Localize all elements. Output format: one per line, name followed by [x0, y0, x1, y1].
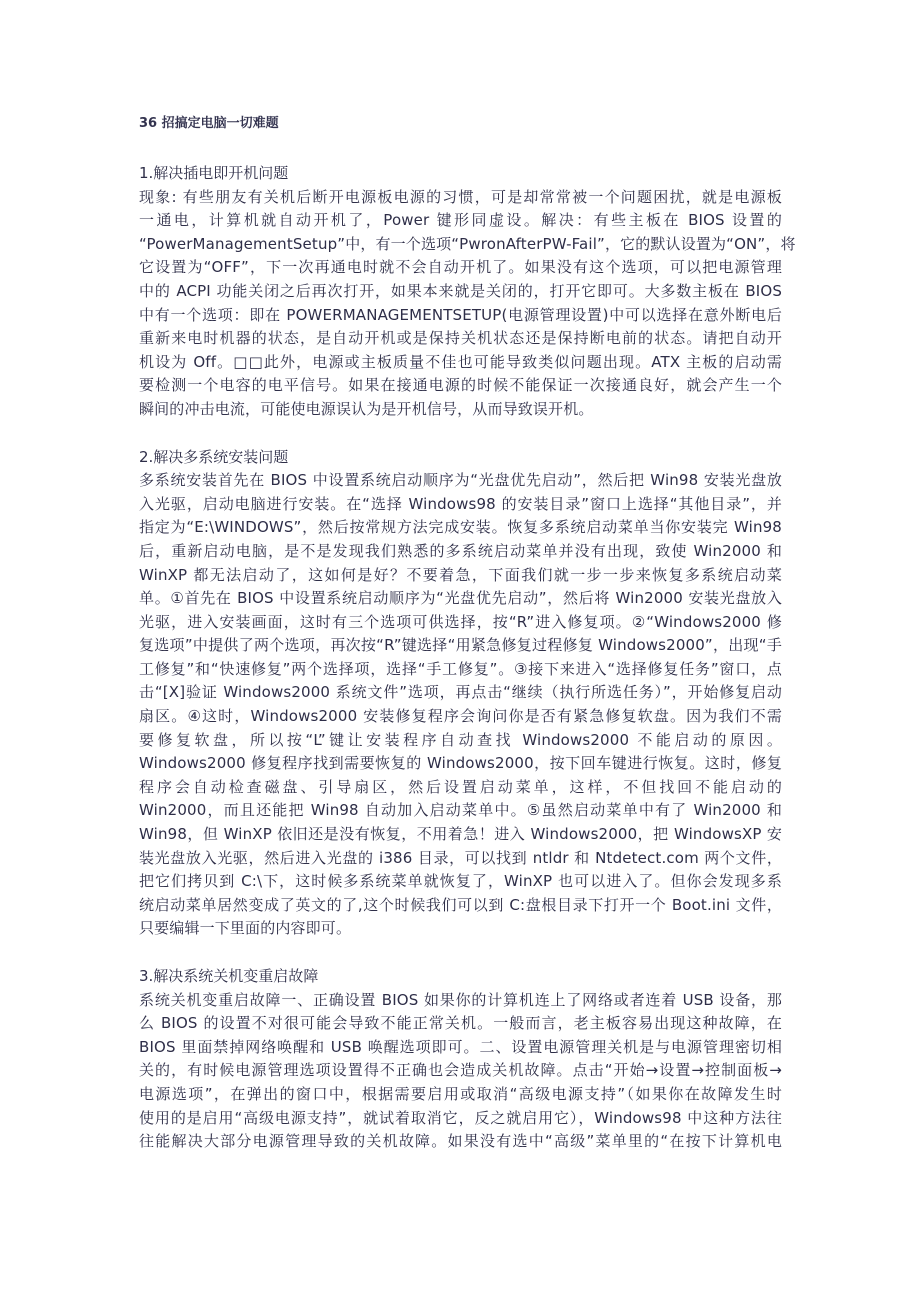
paragraph-line: 后，重新启动电脑，是不是发现我们熟悉的多系统启动菜单并没有出现，致使 Win2000 和	[139, 541, 782, 560]
section-body	[139, 186, 796, 422]
paragraph-line: Win98，但 WinXP 依旧还是没有恢复，不用着急！进入 Windows2000，把 WindowsXP 安	[139, 825, 782, 844]
document-title: 36 招搞定电脑一切难题	[139, 116, 279, 131]
section-body	[139, 469, 789, 941]
paragraph-line: 重新来电时机器的状态，是自动开机或是保持关机状态还是保持断电前的状态。请把自动开	[139, 329, 782, 348]
paragraph-line: 要检测一个电容的电平信号。如果在接通电源的时候不能保证一次接通良好，就会产生一个	[139, 376, 782, 395]
paragraph-line: Windows2000 修复程序找到需要恢复的 Windows2000，按下回车键进行恢复。这时，修复	[139, 754, 782, 773]
paragraph-line: 么 BIOS 的设置不对很可能会导致不能正常关机。一般而言，老主板容易出现这种故障，在	[139, 1014, 782, 1033]
paragraph-line: 往能解决大部分电源管理导致的关机故障。如果没有选中“高级”菜单里的“在按下计算机电	[139, 1132, 782, 1151]
paragraph-line: 光驱，进入安装画面，这时有三个选项可供选择，按“R”进入修复项。②“Windows2000 修	[139, 612, 782, 631]
section-2	[139, 446, 789, 941]
paragraph-line: 系统关机变重启故障一、正确设置 BIOS 如果你的计算机连上了网络或者连着 USB 设备，那	[139, 990, 782, 1009]
paragraph-line: 要修复软盘，所以按“L”键让安装程序自动查找 Windows2000 不能启动的原因。	[139, 730, 782, 749]
paragraph-line: 关的，有时候电源管理选项设置得不正确也会造成关机故障。点击“开始→设置→控制面板→	[139, 1061, 782, 1080]
paragraph-line: “PowerManagementSetup”中，有一个选项“PwronAfterPW-Fail”，它的默认设置为“ON”，将	[139, 234, 796, 253]
paragraph-line: 入光驱，启动电脑进行安装。在“选择 Windows98 的安装目录”窗口上选择“其他目录”，并	[139, 494, 782, 513]
paragraph-line: 单。①首先在 BIOS 中设置系统启动顺序为“光盘优先启动”，然后将 Win2000 安装光盘放入	[139, 589, 782, 608]
paragraph-line: 把它们拷贝到 C:\下，这时候多系统菜单就恢复了，WinXP 也可以进入了。但你会发现多系	[139, 872, 782, 891]
paragraph-line: 它设置为“OFF”，下一次再通电时就不会自动开机了。如果没有这个选项，可以把电源管理	[139, 258, 782, 277]
paragraph-line: 扇区。④这时，Windows2000 安装修复程序会询问你是否有紧急修复软盘。因为我们不需	[139, 707, 782, 726]
section-heading: 3.解决系统关机变重启故障	[139, 967, 319, 985]
paragraph-line: 现象: 有些朋友有关机后断开电源板电源的习惯，可是却常常被一个问题困扰，就是电源板	[139, 187, 782, 206]
paragraph-line: 多系统安装首先在 BIOS 中设置系统启动顺序为“光盘优先启动”，然后把 Win98 安装光盘放	[139, 471, 782, 490]
section-1	[139, 162, 796, 422]
paragraph-line: 中的 ACPI 功能关闭之后再次打开，如果本来就是关闭的，打开它即可。大多数主板在 BIOS	[139, 281, 782, 300]
paragraph-line: 一通电，计算机就自动开机了，Power 键形同虚设。解决：有些主板在 BIOS 设置的	[139, 211, 782, 230]
section-3	[139, 965, 789, 1154]
paragraph-line: 中有一个选项：即在 POWERMANAGEMENTSETUP(电源管理设置)中可以选择在意外断电后	[139, 305, 782, 324]
paragraph-line: 击“[X]验证 Windows2000 系统文件”选项，再点击“继续（执行所选任务）”，开始修复启动	[139, 683, 782, 702]
paragraph-line: 瞬间的冲击电流，可能使电源误认为是开机信号，从而导致误开机。	[139, 399, 594, 418]
paragraph-line: Win2000，而且还能把 Win98 自动加入启动菜单中。⑤虽然启动菜单中有了 Win2000 和	[139, 801, 782, 820]
paragraph-line: 电源选项”，在弹出的窗口中，根据需要启用或取消“高级电源支持”（如果你在故障发生时	[139, 1084, 782, 1103]
paragraph-line: WinXP 都无法启动了，这如何是好？不要着急，下面我们就一步一步来恢复多系统启动菜	[139, 565, 782, 584]
spacer	[139, 941, 789, 965]
paragraph-line: 统启动菜单居然变成了英文的了,这个时候我们可以到 C:盘根目录下打开一个 Boot.ini 文件，	[139, 895, 782, 914]
paragraph-line: 机设为 Off。□□此外，电源或主板质量不佳也可能导致类似问题出现。ATX 主板的启动需	[139, 352, 782, 371]
paragraph-line: 只要编辑一下里面的内容即可。	[139, 919, 352, 938]
paragraph-line: BIOS 里面禁掉网络唤醒和 USB 唤醒选项即可。二、设置电源管理关机是与电源管理密切相	[139, 1037, 782, 1056]
spacer	[139, 422, 789, 446]
paragraph-line: 工修复”和“快速修复”两个选择项，选择“手工修复”。③接下来进入“选择修复任务”窗口，点	[139, 659, 782, 678]
section-heading: 2.解决多系统安装问题	[139, 447, 289, 466]
document-page	[139, 112, 796, 1154]
section-body	[139, 989, 789, 1154]
spacer	[139, 136, 789, 162]
paragraph-line: 使用的是启用“高级电源支持”，就试着取消它，反之就启用它），Windows98 中这种方法往	[139, 1108, 782, 1127]
paragraph-line: 复选项”中提供了两个选项，再次按“R”键选择“用紧急修复过程修复 Windows2000”，出现“手	[139, 636, 782, 655]
paragraph-line: 装光盘放入光驱，然后进入光盘的 i386 目录，可以找到 ntldr 和 Ntdetect.com 两个文件，	[139, 848, 782, 867]
paragraph-line: 程序会自动检查磁盘、引导扇区，然后设置启动菜单，这样，不但找回不能启动的	[139, 777, 782, 796]
section-heading: 1.解决插电即开机问题	[139, 164, 289, 182]
paragraph-line: 指定为“E:\WINDOWS”，然后按常规方法完成安装。恢复多系统启动菜单当你安装完 Win98	[139, 518, 782, 537]
